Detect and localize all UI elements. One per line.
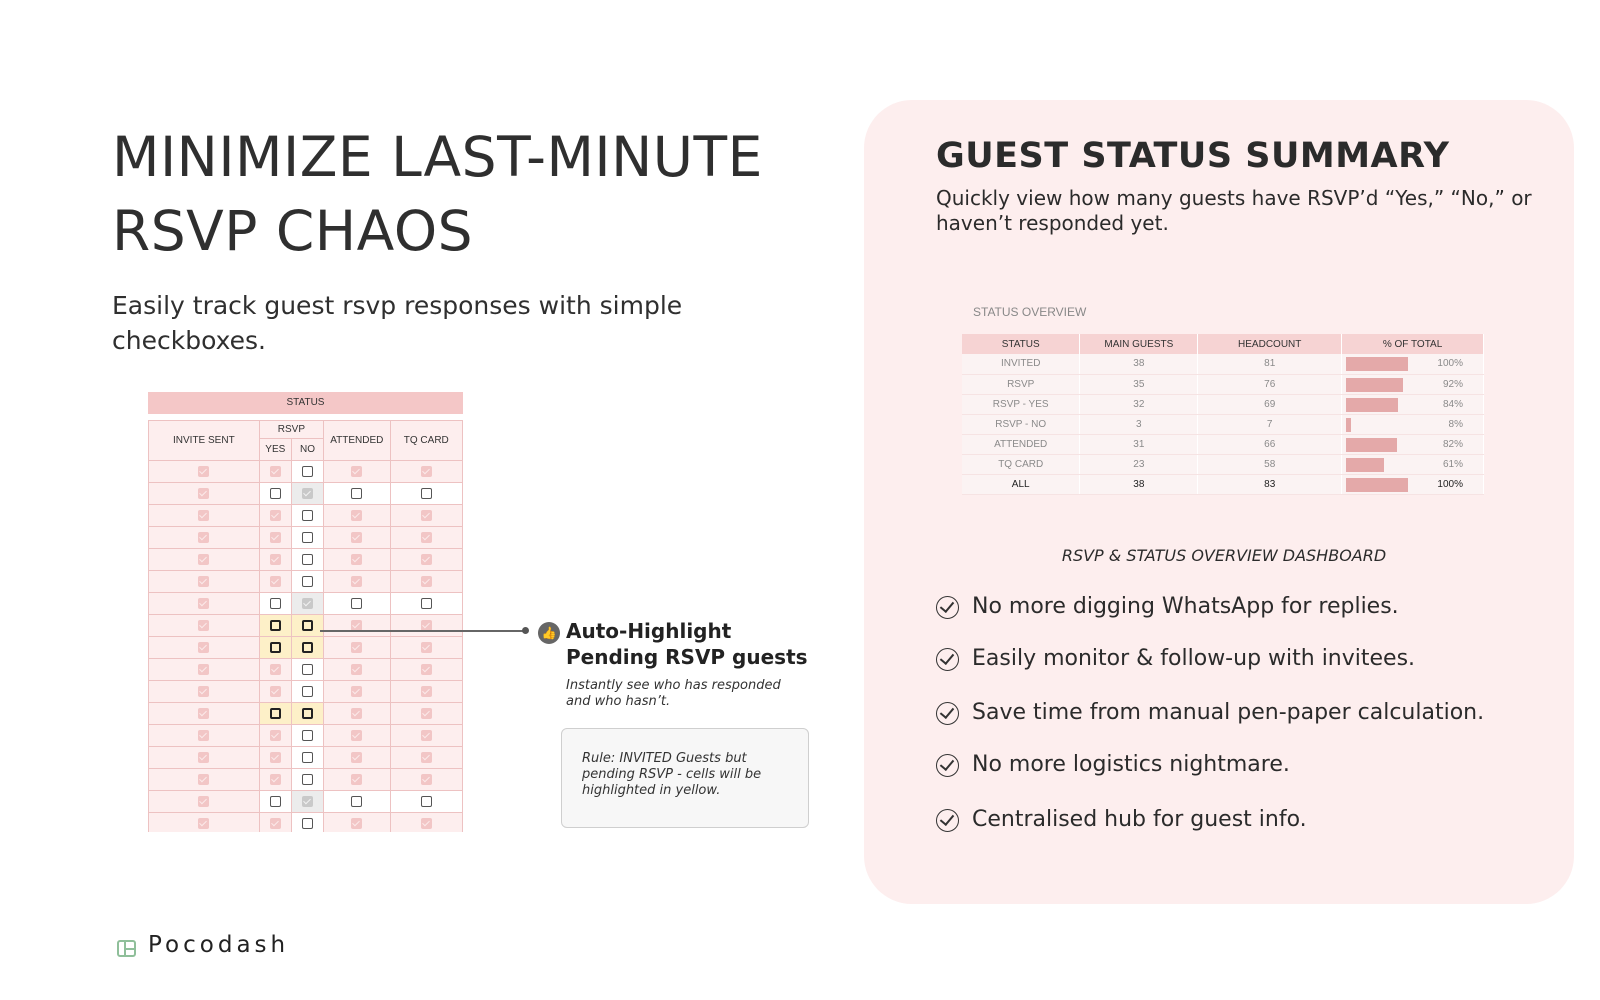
overview-status: RSVP - NO [962, 414, 1080, 434]
checkbox[interactable] [198, 532, 209, 543]
tracker-cell-tq-card [390, 769, 462, 791]
tracker-cell-rsvp-yes [259, 703, 291, 725]
overview-pct-cell [1342, 374, 1484, 394]
panel-subtitle: Quickly view how many guests have RSVP’d “Yes,” “No,” or haven’t responded yet. [936, 186, 1532, 235]
benefit-item [936, 646, 1556, 700]
pct-bar [1346, 478, 1408, 492]
checkbox[interactable] [302, 466, 313, 477]
tracker-cell-tq-card [390, 791, 462, 813]
overview-headcount: 58 [1198, 454, 1342, 474]
tracker-cell-attended [324, 725, 390, 747]
checkbox[interactable] [198, 708, 209, 719]
checkbox[interactable] [351, 598, 362, 609]
tracker-cell-rsvp-no [291, 703, 323, 725]
checkbox[interactable] [351, 466, 362, 477]
tracker-cell-rsvp-no [291, 483, 323, 505]
benefits-list [936, 594, 1556, 847]
checkbox[interactable] [270, 752, 281, 763]
checkbox[interactable] [351, 708, 362, 719]
tracker-cell-invite-sent [149, 703, 260, 725]
tracker-cell-tq-card [390, 681, 462, 703]
checkbox[interactable] [421, 488, 432, 499]
checkbox[interactable] [198, 730, 209, 741]
tracker-cell-tq-card [390, 659, 462, 681]
tracker-cell-invite-sent [149, 769, 260, 791]
checkbox[interactable] [421, 774, 432, 785]
rule-box [561, 728, 809, 828]
checkbox[interactable] [270, 686, 281, 697]
checkbox[interactable] [198, 686, 209, 697]
checkbox[interactable] [270, 510, 281, 521]
checkbox[interactable] [302, 664, 313, 675]
checkbox[interactable] [270, 818, 281, 829]
tracker-cell-attended [324, 659, 390, 681]
overview-status: TQ CARD [962, 454, 1080, 474]
pct-value: 8% [1448, 418, 1463, 430]
tracker-cell-invite-sent [149, 747, 260, 769]
tracker-cell-attended [324, 571, 390, 593]
checkbox[interactable] [302, 730, 313, 741]
checkbox[interactable] [421, 686, 432, 697]
overview-pct-cell [1342, 434, 1484, 454]
guest-status-summary-panel [864, 100, 1574, 904]
panel-title: GUEST STATUS SUMMARY [936, 136, 1450, 176]
tracker-cell-rsvp-yes [259, 483, 291, 505]
callout-title-line2: Pending RSVP guests [566, 645, 808, 669]
tracker-cell-rsvp-no [291, 747, 323, 769]
check-circle-icon [936, 702, 959, 725]
tracker-cell-invite-sent [149, 461, 260, 483]
checkbox[interactable] [302, 818, 313, 829]
checkbox[interactable] [351, 686, 362, 697]
tracker-cell-attended [324, 549, 390, 571]
tracker-cell-rsvp-yes [259, 747, 291, 769]
pct-bar [1346, 378, 1403, 392]
pct-bar [1346, 458, 1384, 472]
checkbox[interactable] [198, 752, 209, 763]
callout-description: Instantly see who has responded and who hasn’t. [566, 678, 781, 709]
callout-connector-dot [522, 627, 529, 634]
checkbox[interactable] [421, 818, 432, 829]
checkbox[interactable] [302, 686, 313, 697]
benefit-text: Easily monitor & follow-up with invitees. [972, 646, 1416, 671]
check-circle-icon [936, 596, 959, 619]
checkbox[interactable] [351, 642, 362, 653]
checkbox[interactable] [302, 554, 313, 565]
tracker-cell-tq-card [390, 571, 462, 593]
checkbox[interactable] [351, 488, 362, 499]
overview-pct-cell [1342, 474, 1484, 494]
thumbs-up-icon: 👍 [538, 622, 560, 644]
tracker-cell-attended [324, 527, 390, 549]
tracker-cell-invite-sent [149, 813, 260, 833]
benefit-text: Centralised hub for guest info. [972, 807, 1307, 832]
overview-status: RSVP [962, 374, 1080, 394]
overview-status: INVITED [962, 354, 1080, 374]
tracker-cell-rsvp-no [291, 725, 323, 747]
ov-header-pct: % OF TOTAL [1342, 334, 1484, 354]
brand-name: Pocodash [148, 932, 290, 958]
checkbox[interactable] [351, 576, 362, 587]
tracker-cell-tq-card [390, 703, 462, 725]
checkbox[interactable] [351, 752, 362, 763]
pct-bar [1346, 418, 1351, 432]
checkbox[interactable] [302, 532, 313, 543]
overview-status: RSVP - YES [962, 394, 1080, 414]
tracker-cell-rsvp-no [291, 813, 323, 833]
checkbox[interactable] [421, 598, 432, 609]
tracker-row [149, 571, 463, 593]
overview-row [962, 374, 1484, 394]
checkbox[interactable] [270, 730, 281, 741]
checkbox[interactable] [198, 774, 209, 785]
tracker-cell-rsvp-no [291, 615, 323, 637]
checkbox[interactable] [270, 642, 281, 653]
checkbox[interactable] [270, 488, 281, 499]
checkbox[interactable] [270, 620, 281, 631]
pocodash-logo-icon [117, 940, 136, 957]
checkbox[interactable] [270, 554, 281, 565]
checkbox[interactable] [198, 554, 209, 565]
checkbox[interactable] [198, 796, 209, 807]
benefit-text: No more logistics nightmare. [972, 752, 1290, 777]
tracker-row [149, 725, 463, 747]
overview-headcount: 83 [1198, 474, 1342, 494]
tracker-row [149, 549, 463, 571]
pct-bar [1346, 438, 1397, 452]
tracker-cell-attended [324, 681, 390, 703]
checkbox[interactable] [198, 488, 209, 499]
tracker-cell-attended [324, 791, 390, 813]
overview-total-row [962, 474, 1484, 494]
tracker-cell-tq-card [390, 527, 462, 549]
col-invite-sent: INVITE SENT [149, 421, 260, 461]
overview-status: ATTENDED [962, 434, 1080, 454]
tracker-cell-rsvp-no [291, 527, 323, 549]
tracker-cell-rsvp-no [291, 637, 323, 659]
overview-main-guests: 23 [1080, 454, 1198, 474]
tracker-cell-rsvp-yes [259, 549, 291, 571]
overview-main-guests: 38 [1080, 474, 1198, 494]
pct-value: 61% [1442, 458, 1463, 470]
checkbox[interactable] [351, 796, 362, 807]
tracker-row [149, 769, 463, 791]
checkbox[interactable] [421, 554, 432, 565]
tracker-cell-rsvp-no [291, 681, 323, 703]
tracker-row [149, 681, 463, 703]
tracker-cell-invite-sent [149, 681, 260, 703]
ov-header-main-guests: MAIN GUESTS [1080, 334, 1198, 354]
checkbox[interactable] [351, 532, 362, 543]
tracker-cell-rsvp-no [291, 505, 323, 527]
checkbox[interactable] [302, 488, 313, 499]
col-attended: ATTENDED [324, 421, 390, 461]
overview-pct-cell [1342, 354, 1484, 374]
checkbox[interactable] [421, 796, 432, 807]
checkbox[interactable] [302, 642, 313, 653]
pct-value: 92% [1442, 378, 1463, 390]
check-circle-icon [936, 754, 959, 777]
col-yes: YES [259, 439, 291, 461]
checkbox[interactable] [198, 664, 209, 675]
tracker-cell-rsvp-yes [259, 813, 291, 833]
checkbox[interactable] [198, 510, 209, 521]
benefit-item [936, 594, 1556, 646]
tracker-row [149, 637, 463, 659]
tracker-cell-invite-sent [149, 659, 260, 681]
tracker-cell-attended [324, 637, 390, 659]
pct-value: 100% [1437, 358, 1463, 369]
pct-value: 84% [1442, 398, 1463, 410]
tracker-cell-tq-card [390, 637, 462, 659]
tracker-row [149, 703, 463, 725]
tracker-cell-rsvp-yes [259, 725, 291, 747]
checkbox[interactable] [198, 598, 209, 609]
checkbox[interactable] [421, 664, 432, 675]
dashboard-caption: RSVP & STATUS OVERVIEW DASHBOARD [1061, 546, 1387, 565]
ov-header-status: STATUS [962, 334, 1080, 354]
tracker-cell-rsvp-yes [259, 769, 291, 791]
checkbox[interactable] [351, 664, 362, 675]
pct-bar [1346, 398, 1398, 412]
tracker-cell-rsvp-yes [259, 593, 291, 615]
tracker-grid [148, 420, 463, 832]
tracker-row [149, 505, 463, 527]
tracker-cell-rsvp-no [291, 659, 323, 681]
overview-pct-cell [1342, 454, 1484, 474]
benefit-item [936, 807, 1556, 847]
tracker-cell-attended [324, 483, 390, 505]
tracker-cell-invite-sent [149, 637, 260, 659]
overview-main-guests: 35 [1080, 374, 1198, 394]
checkbox[interactable] [421, 752, 432, 763]
tracker-cell-tq-card [390, 461, 462, 483]
checkbox[interactable] [270, 664, 281, 675]
overview-row [962, 394, 1484, 414]
checkbox[interactable] [270, 466, 281, 477]
tracker-cell-invite-sent [149, 483, 260, 505]
tracker-row [149, 615, 463, 637]
tracker-cell-invite-sent [149, 725, 260, 747]
overview-headcount: 69 [1198, 394, 1342, 414]
checkbox[interactable] [421, 642, 432, 653]
checkbox[interactable] [302, 620, 313, 631]
rule-text: Rule: INVITED Guests but pending RSVP - cells will be highlighted in yellow. [582, 751, 762, 798]
tracker-cell-rsvp-no [291, 791, 323, 813]
checkbox[interactable] [270, 576, 281, 587]
checkbox[interactable] [351, 510, 362, 521]
checkbox[interactable] [302, 774, 313, 785]
tracker-cell-tq-card [390, 725, 462, 747]
checkbox[interactable] [198, 818, 209, 829]
checkbox[interactable] [270, 774, 281, 785]
tracker-cell-invite-sent [149, 527, 260, 549]
pct-value: 82% [1442, 438, 1463, 450]
checkbox[interactable] [198, 576, 209, 587]
checkbox[interactable] [351, 774, 362, 785]
tracker-cell-tq-card [390, 747, 462, 769]
checkbox[interactable] [421, 510, 432, 521]
checkbox[interactable] [421, 708, 432, 719]
col-rsvp: RSVP [259, 421, 323, 439]
tracker-cell-tq-card [390, 549, 462, 571]
overview-main-guests: 32 [1080, 394, 1198, 414]
tracker-cell-attended [324, 615, 390, 637]
overview-main-guests: 38 [1080, 354, 1198, 374]
status-overview-table [962, 334, 1484, 495]
benefit-text: Save time from manual pen-paper calculation. [972, 700, 1485, 725]
tracker-cell-tq-card [390, 615, 462, 637]
tracker-cell-attended [324, 505, 390, 527]
tracker-row [149, 483, 463, 505]
tracker-cell-attended [324, 769, 390, 791]
overview-row [962, 414, 1484, 434]
checkbox[interactable] [270, 598, 281, 609]
tracker-cell-invite-sent [149, 791, 260, 813]
overview-pct-cell [1342, 414, 1484, 434]
callout-title-line1: Auto-Highlight [566, 619, 732, 643]
checkbox[interactable] [302, 510, 313, 521]
overview-row [962, 434, 1484, 454]
headline: MINIMIZE LAST-MINUTE RSVP CHAOS [112, 125, 763, 263]
tracker-cell-rsvp-yes [259, 527, 291, 549]
tracker-cell-rsvp-yes [259, 505, 291, 527]
tracker-cell-invite-sent [149, 505, 260, 527]
callout-title [566, 618, 826, 670]
status-overview-label: STATUS OVERVIEW [973, 305, 1087, 319]
overview-pct-cell [1342, 394, 1484, 414]
tracker-row [149, 593, 463, 615]
tracker-cell-rsvp-no [291, 769, 323, 791]
checkbox[interactable] [198, 620, 209, 631]
tracker-cell-attended [324, 593, 390, 615]
checkbox[interactable] [302, 598, 313, 609]
tracker-cell-rsvp-yes [259, 681, 291, 703]
col-no: NO [291, 439, 323, 461]
benefit-item [936, 700, 1556, 752]
ov-header-headcount: HEADCOUNT [1198, 334, 1342, 354]
checkbox[interactable] [302, 752, 313, 763]
callout-connector-line [320, 630, 525, 632]
overview-main-guests: 3 [1080, 414, 1198, 434]
col-tq-card: TQ CARD [390, 421, 462, 461]
checkbox[interactable] [302, 576, 313, 587]
tracker-cell-attended [324, 461, 390, 483]
checkbox[interactable] [302, 708, 313, 719]
checkbox[interactable] [270, 532, 281, 543]
checkbox[interactable] [302, 796, 313, 807]
checkbox[interactable] [198, 642, 209, 653]
overview-headcount: 81 [1198, 354, 1342, 374]
tracker-row [149, 747, 463, 769]
tracker-cell-rsvp-yes [259, 791, 291, 813]
tracker-cell-rsvp-yes [259, 615, 291, 637]
overview-status: ALL [962, 474, 1080, 494]
tracker-cell-invite-sent [149, 571, 260, 593]
tracker-row [149, 659, 463, 681]
tracker-cell-rsvp-yes [259, 571, 291, 593]
tracker-row [149, 791, 463, 813]
checkbox[interactable] [198, 466, 209, 477]
tracker-cell-rsvp-yes [259, 461, 291, 483]
tracker-cell-rsvp-no [291, 461, 323, 483]
tracker-cell-attended [324, 813, 390, 833]
overview-row [962, 354, 1484, 374]
check-circle-icon [936, 809, 959, 832]
overview-row [962, 454, 1484, 474]
checkbox[interactable] [270, 708, 281, 719]
tracker-cell-rsvp-no [291, 549, 323, 571]
overview-headcount: 7 [1198, 414, 1342, 434]
tracker-cell-tq-card [390, 813, 462, 833]
pct-bar [1346, 357, 1408, 371]
checkbox[interactable] [421, 532, 432, 543]
tracker-cell-tq-card [390, 593, 462, 615]
tracker-cell-invite-sent [149, 593, 260, 615]
tracker-cell-rsvp-no [291, 593, 323, 615]
overview-headcount: 76 [1198, 374, 1342, 394]
benefit-item [936, 752, 1556, 807]
checkbox[interactable] [421, 466, 432, 477]
tracker-title: STATUS [148, 392, 463, 414]
tracker-row [149, 813, 463, 833]
checkbox[interactable] [421, 730, 432, 741]
tracker-cell-rsvp-yes [259, 637, 291, 659]
overview-headcount: 66 [1198, 434, 1342, 454]
checkbox[interactable] [351, 730, 362, 741]
checkbox[interactable] [421, 576, 432, 587]
checkbox[interactable] [270, 796, 281, 807]
pct-value: 100% [1437, 478, 1463, 490]
check-circle-icon [936, 648, 959, 671]
tracker-cell-attended [324, 747, 390, 769]
tracker-cell-tq-card [390, 505, 462, 527]
tracker-cell-rsvp-yes [259, 659, 291, 681]
tracker-row [149, 527, 463, 549]
tracker-cell-tq-card [390, 483, 462, 505]
subhead: Easily track guest rsvp responses with simple checkboxes. [112, 291, 683, 355]
checkbox[interactable] [351, 818, 362, 829]
tracker-cell-invite-sent [149, 549, 260, 571]
tracker-cell-attended [324, 703, 390, 725]
tracker-row [149, 461, 463, 483]
tracker-cell-invite-sent [149, 615, 260, 637]
checkbox[interactable] [351, 554, 362, 565]
overview-main-guests: 31 [1080, 434, 1198, 454]
rsvp-tracker-table [148, 392, 463, 832]
benefit-text: No more digging WhatsApp for replies. [972, 594, 1399, 619]
tracker-cell-rsvp-no [291, 571, 323, 593]
